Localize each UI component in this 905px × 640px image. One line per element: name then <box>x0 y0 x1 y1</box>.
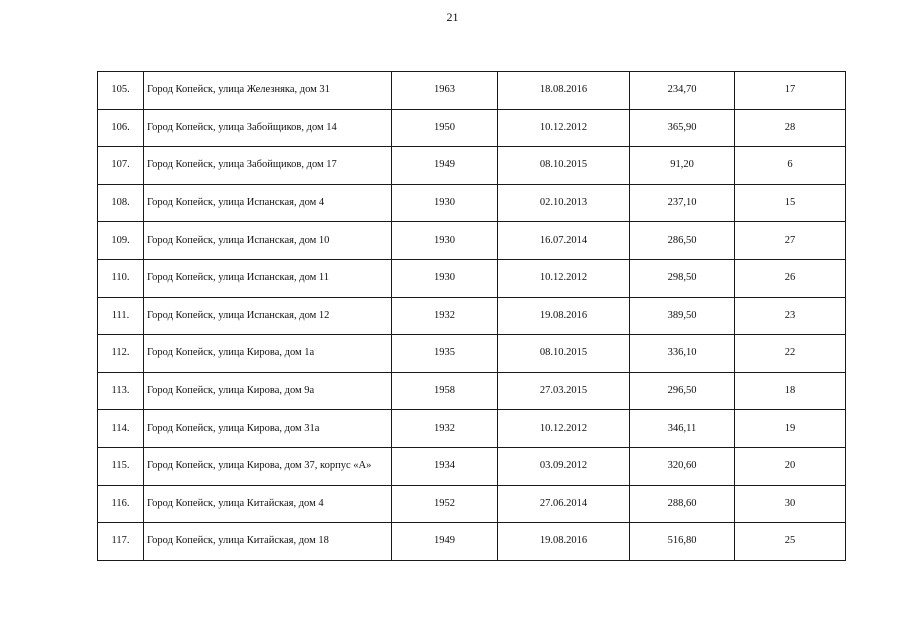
area-cell: 298,50 <box>630 259 735 297</box>
table-row <box>98 335 846 373</box>
row-number-cell: 116. <box>98 485 144 523</box>
area-cell: 91,20 <box>630 147 735 185</box>
housing-registry-table <box>97 71 846 561</box>
year-built-cell: 1930 <box>392 184 498 222</box>
date-cell: 18.08.2016 <box>498 72 630 110</box>
table-row <box>98 109 846 147</box>
table-row <box>98 485 846 523</box>
address-cell: Город Копейск, улица Кирова, дом 37, корпус «А» <box>144 447 392 485</box>
address-cell: Город Копейск, улица Испанская, дом 12 <box>144 297 392 335</box>
count-cell: 23 <box>735 297 846 335</box>
address-cell: Город Копейск, улица Забойщиков, дом 14 <box>144 109 392 147</box>
row-number-cell: 109. <box>98 222 144 260</box>
date-cell: 16.07.2014 <box>498 222 630 260</box>
year-built-cell: 1949 <box>392 523 498 561</box>
row-number-cell: 114. <box>98 410 144 448</box>
table-body <box>98 72 846 561</box>
area-cell: 516,80 <box>630 523 735 561</box>
address-cell: Город Копейск, улица Испанская, дом 4 <box>144 184 392 222</box>
area-cell: 296,50 <box>630 372 735 410</box>
row-number-cell: 106. <box>98 109 144 147</box>
area-cell: 237,10 <box>630 184 735 222</box>
table-row <box>98 297 846 335</box>
date-cell: 27.06.2014 <box>498 485 630 523</box>
row-number-cell: 110. <box>98 259 144 297</box>
address-cell: Город Копейск, улица Кирова, дом 1а <box>144 335 392 373</box>
date-cell: 19.08.2016 <box>498 297 630 335</box>
area-cell: 288,60 <box>630 485 735 523</box>
date-cell: 10.12.2012 <box>498 259 630 297</box>
table-row <box>98 410 846 448</box>
date-cell: 10.12.2012 <box>498 410 630 448</box>
year-built-cell: 1952 <box>392 485 498 523</box>
address-cell: Город Копейск, улица Кирова, дом 31а <box>144 410 392 448</box>
count-cell: 22 <box>735 335 846 373</box>
table-row <box>98 372 846 410</box>
area-cell: 365,90 <box>630 109 735 147</box>
count-cell: 15 <box>735 184 846 222</box>
row-number-cell: 117. <box>98 523 144 561</box>
count-cell: 19 <box>735 410 846 448</box>
count-cell: 18 <box>735 372 846 410</box>
year-built-cell: 1958 <box>392 372 498 410</box>
table-row <box>98 184 846 222</box>
date-cell: 19.08.2016 <box>498 523 630 561</box>
table-row <box>98 72 846 110</box>
year-built-cell: 1935 <box>392 335 498 373</box>
area-cell: 336,10 <box>630 335 735 373</box>
row-number-cell: 105. <box>98 72 144 110</box>
area-cell: 286,50 <box>630 222 735 260</box>
address-cell: Город Копейск, улица Испанская, дом 10 <box>144 222 392 260</box>
address-cell: Город Копейск, улица Китайская, дом 4 <box>144 485 392 523</box>
count-cell: 20 <box>735 447 846 485</box>
year-built-cell: 1930 <box>392 259 498 297</box>
year-built-cell: 1930 <box>392 222 498 260</box>
count-cell: 28 <box>735 109 846 147</box>
address-cell: Город Копейск, улица Китайская, дом 18 <box>144 523 392 561</box>
area-cell: 389,50 <box>630 297 735 335</box>
count-cell: 17 <box>735 72 846 110</box>
row-number-cell: 112. <box>98 335 144 373</box>
year-built-cell: 1934 <box>392 447 498 485</box>
table-row <box>98 259 846 297</box>
year-built-cell: 1963 <box>392 72 498 110</box>
date-cell: 02.10.2013 <box>498 184 630 222</box>
table-row <box>98 447 846 485</box>
area-cell: 346,11 <box>630 410 735 448</box>
area-cell: 234,70 <box>630 72 735 110</box>
row-number-cell: 107. <box>98 147 144 185</box>
count-cell: 25 <box>735 523 846 561</box>
year-built-cell: 1932 <box>392 410 498 448</box>
date-cell: 27.03.2015 <box>498 372 630 410</box>
year-built-cell: 1950 <box>392 109 498 147</box>
address-cell: Город Копейск, улица Испанская, дом 11 <box>144 259 392 297</box>
count-cell: 26 <box>735 259 846 297</box>
date-cell: 08.10.2015 <box>498 147 630 185</box>
count-cell: 30 <box>735 485 846 523</box>
date-cell: 03.09.2012 <box>498 447 630 485</box>
date-cell: 10.12.2012 <box>498 109 630 147</box>
row-number-cell: 108. <box>98 184 144 222</box>
year-built-cell: 1932 <box>392 297 498 335</box>
count-cell: 6 <box>735 147 846 185</box>
address-cell: Город Копейск, улица Кирова, дом 9а <box>144 372 392 410</box>
row-number-cell: 113. <box>98 372 144 410</box>
address-cell: Город Копейск, улица Забойщиков, дом 17 <box>144 147 392 185</box>
count-cell: 27 <box>735 222 846 260</box>
table-row <box>98 147 846 185</box>
area-cell: 320,60 <box>630 447 735 485</box>
year-built-cell: 1949 <box>392 147 498 185</box>
row-number-cell: 115. <box>98 447 144 485</box>
address-cell: Город Копейск, улица Железняка, дом 31 <box>144 72 392 110</box>
page-number: 21 <box>446 10 459 24</box>
date-cell: 08.10.2015 <box>498 335 630 373</box>
table-row <box>98 523 846 561</box>
row-number-cell: 111. <box>98 297 144 335</box>
table-row <box>98 222 846 260</box>
